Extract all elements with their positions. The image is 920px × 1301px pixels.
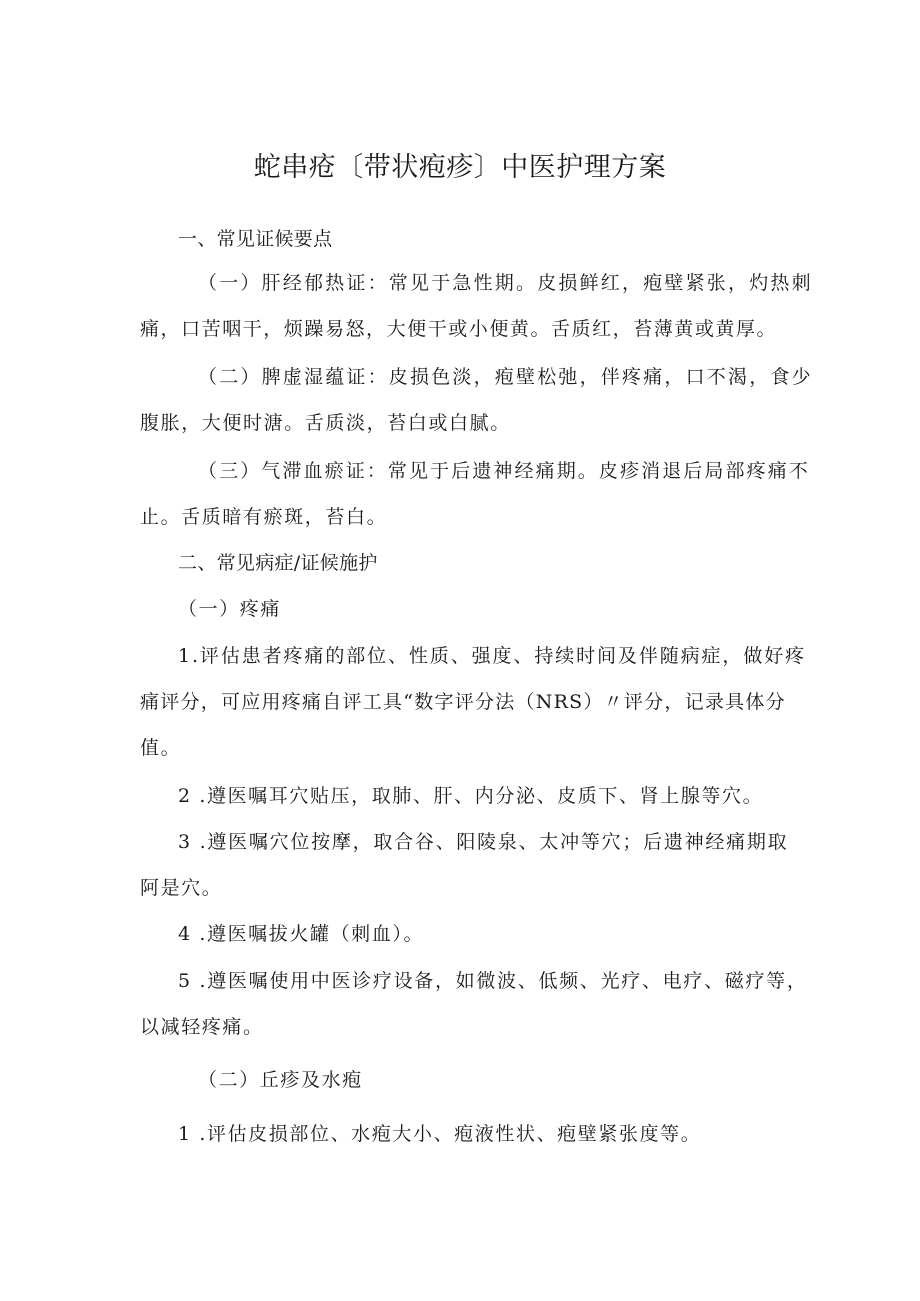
document-title: 蛇串疮〔带状疱疹〕中医护理方案 — [253, 152, 667, 183]
section-heading-1: 一、常见证候要点 — [178, 228, 333, 250]
paragraph-line: 以减轻疼痛。 — [140, 1016, 264, 1038]
paragraph-line: 1.评估患者疼痛的部位、性质、强度、持续时间及伴随病症，做好疼 — [178, 645, 807, 667]
section-heading-2: 二、常见病症/证候施护 — [178, 552, 378, 574]
paragraph-line: 1 .评估皮损部位、水疱大小、疱液性状、疱壁紧张度等。 — [178, 1123, 702, 1145]
paragraph-line: 阿是穴。 — [140, 877, 223, 899]
paragraph-line: 2 .遵医嘱耳穴贴压，取肺、肝、内分泌、皮质下、肾上腺等穴。 — [178, 785, 764, 807]
paragraph-line: 值。 — [140, 737, 182, 759]
paragraph-line: 3 .遵医嘱穴位按摩，取合谷、阳陵泉、太冲等穴；后遗神经痛期取 — [178, 831, 789, 853]
paragraph-line: （二）脾虚湿蕴证：皮损色淡，疱壁松弛，伴疼痛，口不渴，食少 — [198, 366, 813, 388]
paragraph-line: 痛评分，可应用疼痛自评工具“数字评分法（NRS）〃评分，记录具体分 — [140, 691, 786, 713]
paragraph-line: 4 .遵医嘱拔火罐（刺血）。 — [178, 923, 425, 945]
paragraph-line: 腹胀，大便时溏。舌质淡，苔白或白腻。 — [140, 412, 511, 434]
paragraph-line: 止。舌质暗有瘀斑，苔白。 — [140, 506, 388, 528]
paragraph-line: （一）肝经郁热证：常见于急性期。皮损鲜红，疱壁紧张，灼热刺 — [198, 272, 813, 294]
subsection-heading: （二）丘疹及水疱 — [198, 1069, 363, 1091]
paragraph-line: （三）气滞血瘀证：常见于后遗神经痛期。皮疹消退后局部疼痛不 — [198, 460, 810, 482]
subsection-heading: （一）疼痛 — [178, 598, 282, 620]
paragraph-line: 痛，口苦咽干，烦躁易怒，大便干或小便黄。舌质红，苔薄黄或黄厚。 — [140, 318, 778, 340]
paragraph-line: 5 .遵医嘱使用中医诊疗设备，如微波、低频、光疗、电疗、磁疗等， — [178, 970, 808, 992]
